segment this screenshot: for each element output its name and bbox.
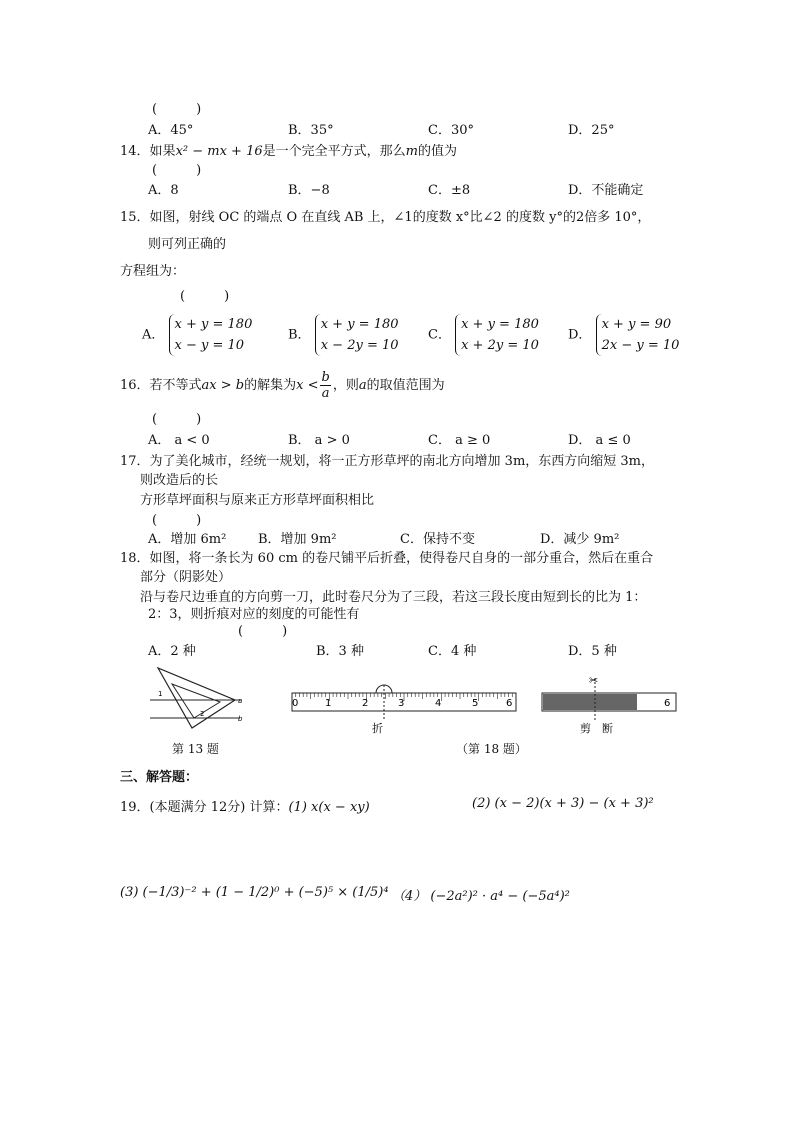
q18-option-c: C．4 种 [428,644,477,659]
q18-stem-line3: 沿与卷尺边垂直的方向剪一刀，此时卷尺分为了三段，若这三段长度由短到长的比为 1： [140,590,647,605]
fig18-shaded-part [543,694,637,710]
q14-expression: x² − mx + 16 [175,144,263,159]
q19-part1: (1) x(x − xy) [288,800,370,815]
q16-stem [120,370,445,401]
q16-numerator: b [321,370,330,385]
q13-option-d: D．25° [568,123,615,138]
q19-part2: (2) (x − 2)(x + 3) − (x + 3)² [472,796,654,811]
q19-head: 19．(本题满分 12分) 计算： [120,800,289,815]
q15-option-c [428,314,539,356]
fig18-tick-5: 5 [472,698,479,709]
q13-option-c: C．30° [428,123,474,138]
fig18-cut-tick-6: 6 [664,698,671,709]
q15-option-b-label: B． [288,327,311,343]
q15-a-eq2: x − y = 10 [174,338,245,353]
q16-option-a: A． a < 0 [148,433,210,448]
q17-option-a: A．增加 6m² [148,532,227,547]
figures-row [140,660,680,740]
section3-title: 三、解答题： [120,770,199,785]
q16-option-b: B． a > 0 [288,433,350,448]
q16-text-post2: 的取值范围为 [366,378,445,393]
q15-option-b [288,314,399,356]
q17-stem-line2: 则改造后的长 [140,473,219,488]
fig18-cut-label: 剪 断 [580,722,613,735]
q19-head-line [120,796,370,815]
q16-variable: a [358,378,367,393]
q15-d-eq2: 2x − y = 10 [601,338,680,353]
scissors-icon: ✂ [589,674,599,687]
q13-option-a: A．45° [148,123,194,138]
q15-option-c-system [455,314,539,356]
q17-option-c: C．保持不变 [400,532,475,547]
fig13-triangle-outer [158,668,235,728]
fig18-tick-0: 0 [292,698,299,709]
q16-fraction [320,370,330,401]
q19-part4: （4） (−2a²)² · a⁴ − (−5a⁴)² [392,889,570,904]
fig13-diagram [150,668,243,728]
q16-denominator: a [321,386,330,401]
q17-blank: ( ) [152,513,202,528]
q16-option-c: C． a ≥ 0 [428,433,491,448]
q14-stem [120,140,457,159]
q15-option-c-label: C． [428,327,451,343]
q15-option-a-system [169,314,253,356]
q15-stem-line1: 15．如图，射线 OC 的端点 O 在直线 AB 上，∠1的度数 x°比∠2 的度数 y°的2倍多 10°， [120,210,651,225]
q15-option-a [142,314,252,356]
q14-text-mid: 是一个完全平方式，那么 [262,144,406,159]
q18-stem-line4: 2：3，则折痕对应的刻度的可能性有 [148,607,360,622]
q17-option-b: B．增加 9m² [258,532,337,547]
q14-option-c: C．±8 [428,183,471,198]
fig13-label-1: 1 [158,690,163,698]
fig18-cut [542,674,676,735]
fig13-triangle-inner [172,684,220,718]
q13-option-b: B．35° [288,123,334,138]
q14-number: 14． [120,144,150,159]
q14-blank: ( ) [152,163,202,178]
fig18-tick-3: 3 [398,698,405,709]
q15-option-d-label: D． [568,327,592,343]
q15-option-d-system [596,314,680,356]
q16-text-pre: 16．若不等式 [120,378,202,393]
q18-blank: ( ) [238,624,288,639]
q15-b-eq2: x − 2y = 10 [320,338,399,353]
q15-a-eq1: x + y = 180 [174,317,253,332]
fig13-label-2: 2 [200,710,205,718]
q14-text-pre: 如果 [149,144,176,159]
q18-stem-line1: 18．如图，将一条长为 60 cm 的卷尺铺平后折叠，使得卷尺自身的一部分重合，然后在重合 [120,551,654,566]
fig18-tick-1: 1 [325,698,332,709]
q15-blank: ( ) [180,289,230,304]
q16-text-post: ，则 [332,378,359,393]
q16-solution-lhs: x < [296,378,319,393]
q15-stem-line2: 则可列正确的 [148,237,227,252]
q14-text-post: 的值为 [417,144,457,159]
q15-c-eq2: x + 2y = 10 [461,338,539,353]
q15-b-eq1: x + y = 180 [320,317,399,332]
q13-blank: ( ) [152,102,202,117]
fig18-ruler [292,685,516,735]
q19-part3: (3) (−1/3)⁻² + (1 − 1/2)⁰ + (−5)⁵ × (1/5)⁴ [120,885,389,900]
q14-option-b: B．−8 [288,183,330,198]
q17-stem-line3: 方形草坪面积与原来正方形草坪面积相比 [140,493,375,508]
q17-stem-line1: 17．为了美化城市，经统一规划，将一正方形草坪的南北方向增加 3m，东西方向缩短 3m， [120,454,655,469]
q16-text-mid: 的解集为 [244,378,297,393]
fig18-tick-2: 2 [362,698,369,709]
fig13-label-a: a [238,697,243,705]
q18-option-a: A．2 种 [148,644,196,659]
q16-option-d: D． a ≤ 0 [568,433,631,448]
q15-option-a-label: A． [142,327,165,343]
q15-option-b-system [315,314,399,356]
q15-c-eq1: x + y = 180 [461,317,539,332]
fig18-caption: （第 18 题） [456,742,527,756]
q17-option-d: D．减少 9m² [540,532,620,547]
fig18-fold-label: 折 [372,722,383,735]
q18-option-d: D．5 种 [568,644,617,659]
q14-option-a: A．8 [148,183,179,198]
q15-stem-line3: 方程组为： [120,264,186,279]
q14-option-d: D．不能确定 [568,183,644,198]
fig13-label-b: b [238,715,243,723]
q15-d-eq1: x + y = 90 [601,317,672,332]
q16-inequality: ax > b [201,378,245,393]
fig18-tick-4: 4 [435,698,442,709]
fig13-caption: 第 13 题 [172,742,219,756]
q16-blank: ( ) [152,412,202,427]
q18-stem-line2: 部分（阴影处） [140,570,232,585]
q18-option-b: B．3 种 [316,644,364,659]
q14-variable: m [405,144,418,159]
q15-option-d [568,314,679,356]
fig18-tick-6: 6 [506,698,513,709]
